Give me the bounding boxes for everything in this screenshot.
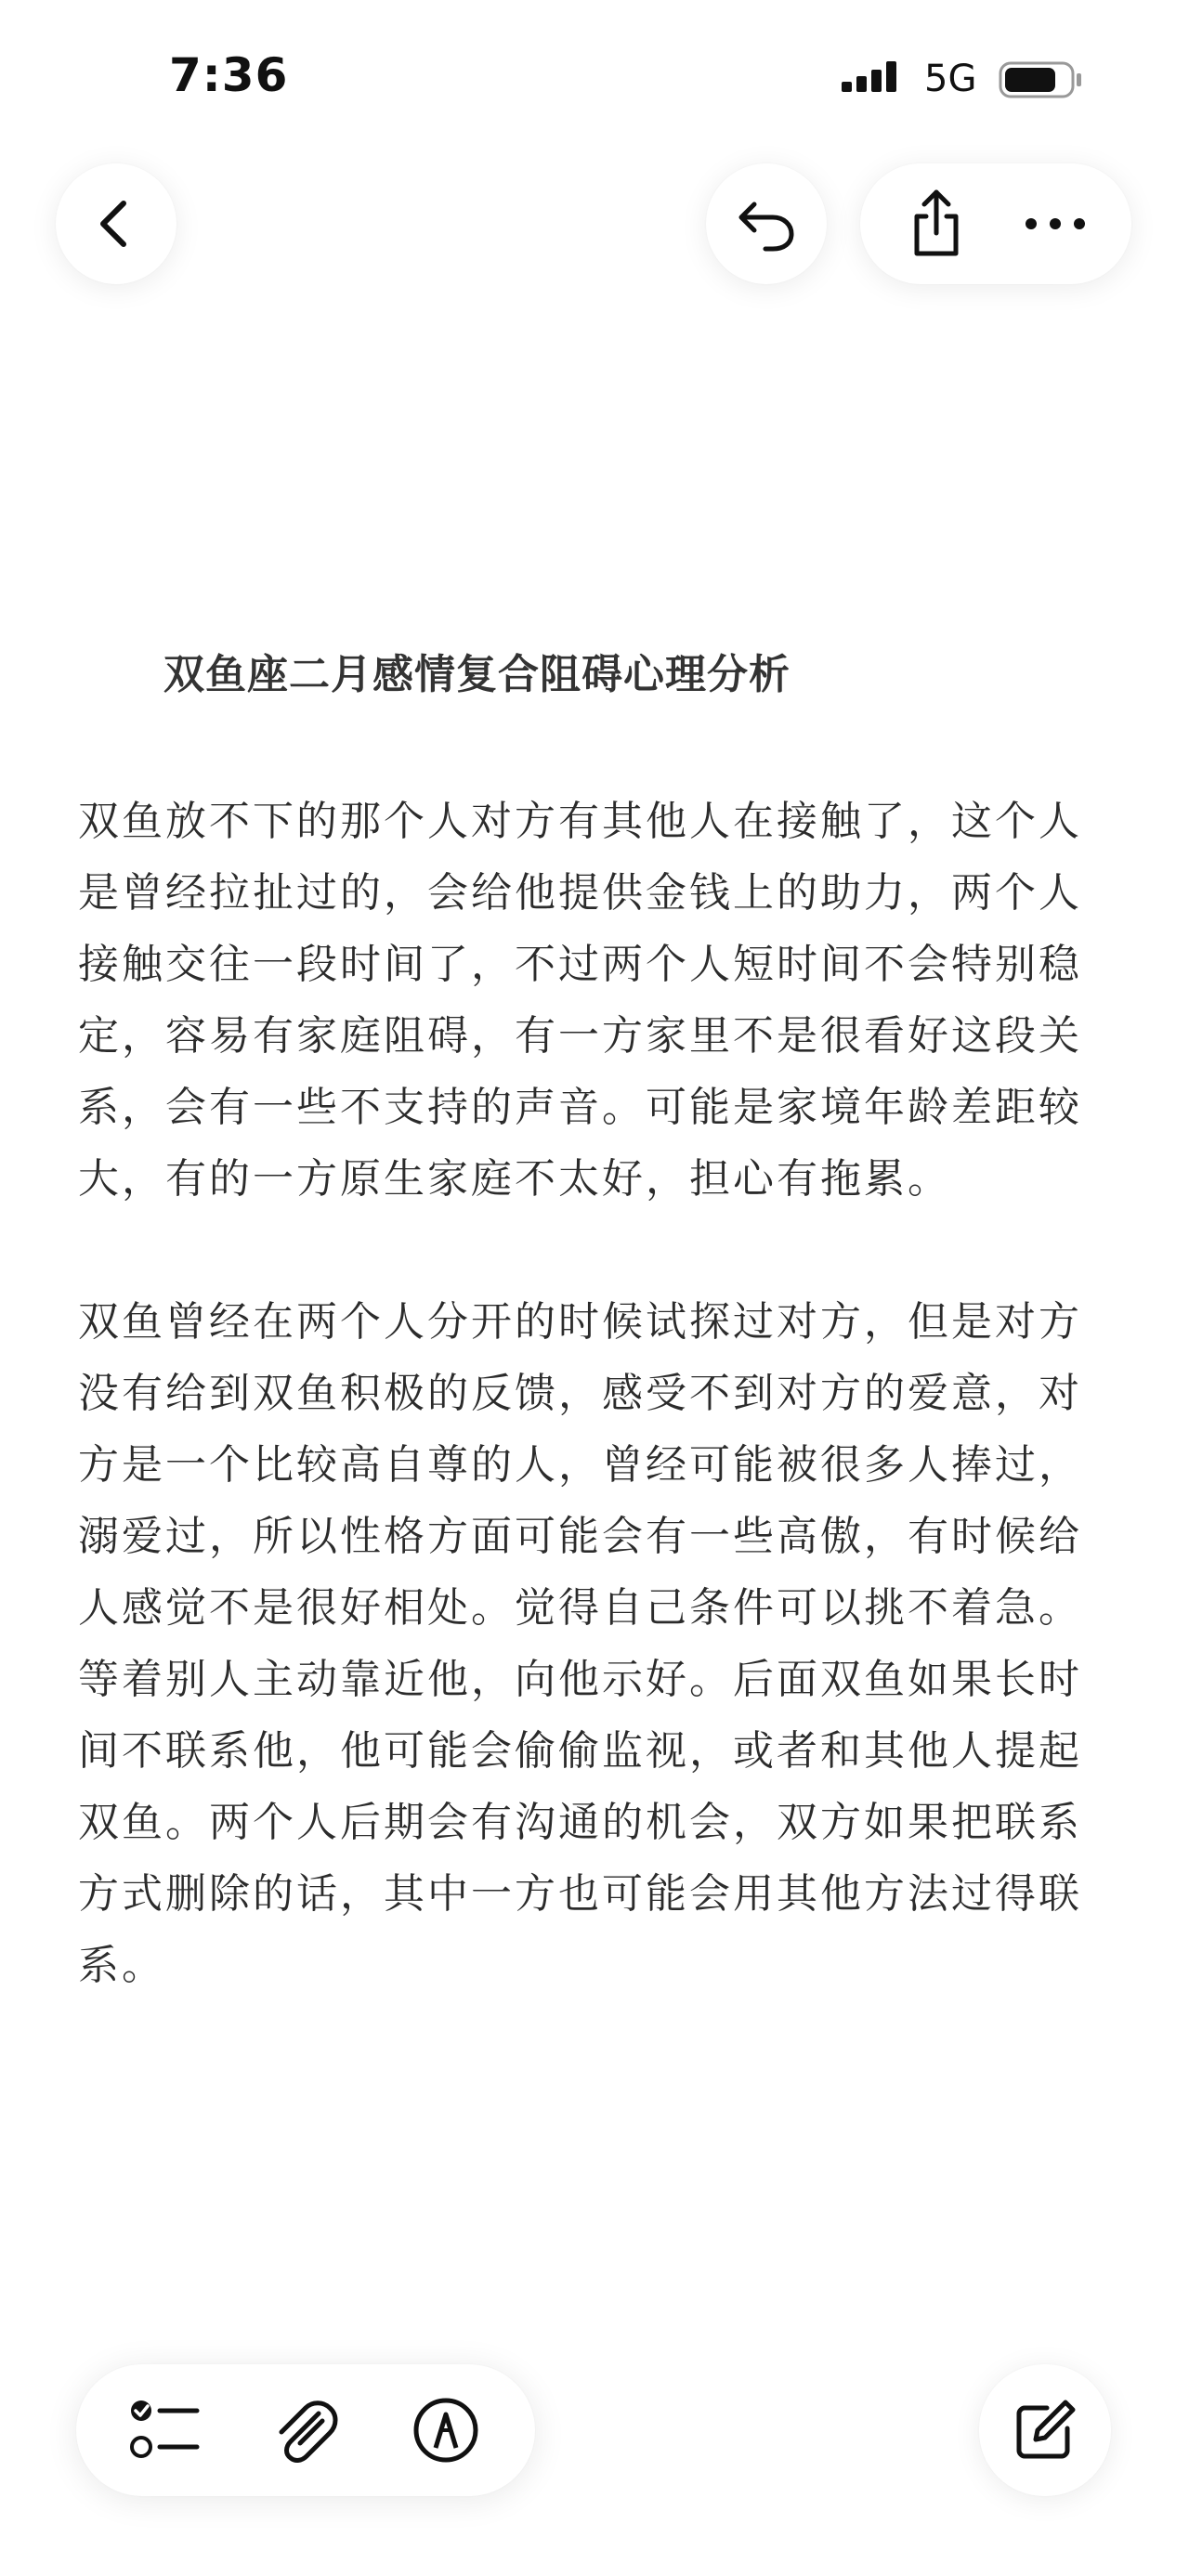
back-button[interactable] bbox=[56, 163, 176, 284]
battery-icon bbox=[999, 61, 1084, 98]
pen-markup-icon bbox=[412, 2396, 480, 2465]
status-time: 7:36 bbox=[169, 48, 289, 102]
signal-bars-icon bbox=[842, 59, 905, 98]
undo-button[interactable] bbox=[706, 163, 827, 284]
share-more-group bbox=[860, 163, 1131, 284]
more-horizontal-icon bbox=[1023, 215, 1088, 233]
note-paragraph-1[interactable]: 双鱼放不下的那个人对方有其他人在接触了，这个人是曾经拉扯过的，会给他提供金钱上的助力，两个人接触交往一段时间了，不过两个人短时间不会特别稳定，容易有家庭阻碍，有一方家里不是很看好这段关系，会有一些不支持的声音。可能是家境年龄差距较大，有的一方原生家庭不太好，担心有拖累。 bbox=[78, 798, 1082, 1203]
paperclip-icon bbox=[272, 2395, 339, 2465]
note-body[interactable] bbox=[78, 786, 1111, 2073]
chevron-left-icon bbox=[88, 196, 144, 252]
undo-icon bbox=[734, 191, 799, 256]
compose-icon bbox=[1012, 2397, 1078, 2464]
bottom-toolbar bbox=[76, 2364, 535, 2496]
compose-button[interactable] bbox=[979, 2364, 1111, 2496]
note-paragraph-2[interactable]: 双鱼曾经在两个人分开的时候试探过对方，但是对方没有给到双鱼积极的反馈，感受不到对方的爱意，对方是一个比较高自尊的人，曾经可能被很多人捧过，溺爱过，所以性格方面可能会有一些高傲，有时候给人感觉不是很好相处。觉得自己条件可以挑不着急。等着别人主动靠近他，向他示好。后面双鱼如果长时间不联系他，他可能会偷偷监视，或者和其他人提起双鱼。两个人后期会有沟通的机会，双方如果把联系方式删除的话，其中一方也可能会用其他方法过得联系。 bbox=[78, 1298, 1082, 1989]
network-label: 5G bbox=[924, 58, 977, 100]
more-button[interactable] bbox=[1009, 177, 1102, 270]
note-title[interactable]: 双鱼座二月感情复合阻碍心理分析 bbox=[163, 651, 790, 698]
checklist-icon bbox=[128, 2397, 203, 2464]
markup-button[interactable] bbox=[399, 2384, 492, 2477]
share-icon bbox=[904, 187, 969, 261]
attachment-button[interactable] bbox=[259, 2384, 352, 2477]
checklist-button[interactable] bbox=[119, 2384, 212, 2477]
share-button[interactable] bbox=[890, 177, 983, 270]
